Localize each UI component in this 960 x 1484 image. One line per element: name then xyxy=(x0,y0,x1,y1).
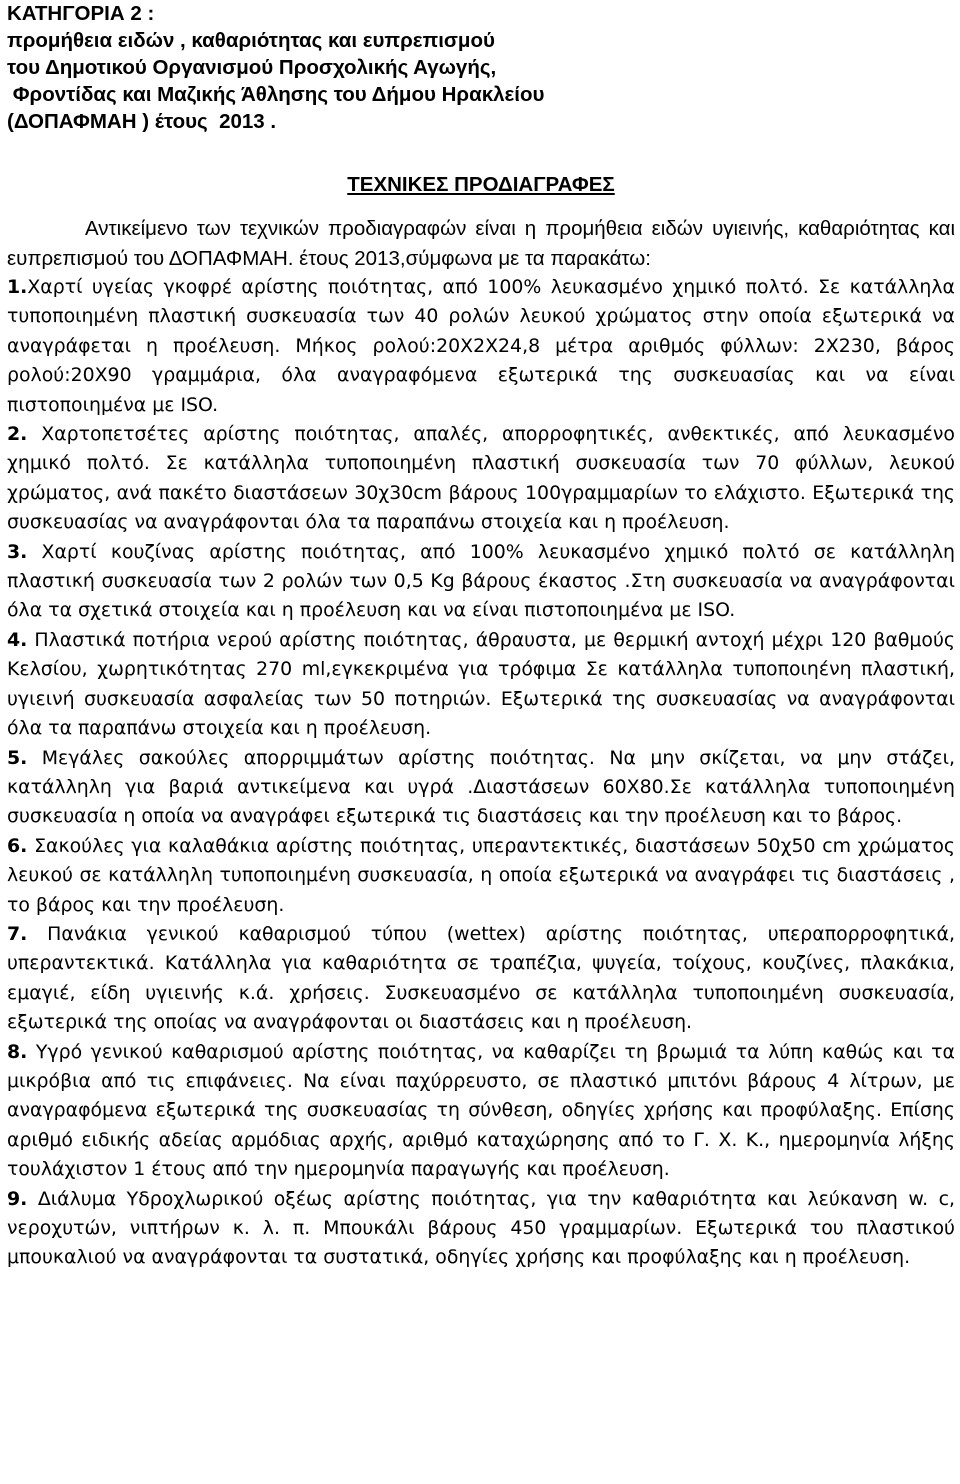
item-number: 9. xyxy=(7,1187,28,1210)
section-title: ΤΕΧΝΙΚΕΣ ΠΡΟΔΙΑΓΡΑΦΕΣ xyxy=(347,173,615,196)
header-line: ΚΑΤΗΓΟΡΙΑ 2 : xyxy=(7,2,155,25)
item-number: 6. xyxy=(7,834,28,857)
list-item xyxy=(7,273,955,420)
item-number: 3. xyxy=(7,540,28,563)
item-text: Μεγάλες σακούλες απορριμμάτων αρίστης ποιότητας. Να μην σκίζεται, να μην στάζει, κατάλληλη για βαριά αντικείμενα και υγρά .Διαστάσεων 60Χ80.Σε κατάλληλα τυποποιημένη συσκευασία η οποία να αναγράφει εξωτερικά τις διαστάσεις και την προέλευση και το βάρος. xyxy=(7,746,955,828)
item-text: Πανάκια γενικού καθαρισμού τύπου (wettex) αρίστης ποιότητας, υπεραπορροφητικά, υπεραντεκτικά. Κατάλληλα για καθαριότητα σε τραπέζια, ψυγεία, τοίχους, κουζίνες, πλακάκια, εμαγιέ, είδη υγιεινής κ.ά. χρήσεις. Συσκευασμένο σε κατάλληλα τυποποιημένη συσκευασία, εξωτερικά της οποίας να αναγράφονται οι διαστάσεις και η προέλευση. xyxy=(7,922,955,1034)
item-number: 5. xyxy=(7,746,28,769)
list-item xyxy=(7,626,955,744)
item-text: Χαρτί υγείας γκοφρέ αρίστης ποιότητας, από 100% λευκασμένο χημικό πολτό. Σε κατάλληλα τυποποιημένη πλαστική συσκευασία των 40 ρολών λευκού χρώματος στην οποία εξωτερικά να αναγράφεται η προέλευση. Μήκος ρολού:20Χ2Χ24,8 μέτρα αριθμός φύλλων: 2Χ230, βάρος ρολού:20Χ90 γραμμάρια, όλα αναγραφόμενα εξωτερικά της συσκευασίας και να είναι πιστοποιημένα με ISO. xyxy=(7,276,955,416)
list-item xyxy=(7,744,955,832)
intro-paragraph: Αντικείμενο των τεχνικών προδιαγραφών είναι η προμήθεια ειδών υγιεινής, καθαριότητας και ευπρεπισμού του ΔΟΠΑΦΜΑΗ. έτους 2013,σύμφωνα με τα παρακάτω: xyxy=(7,217,955,270)
list-item xyxy=(7,920,955,1038)
document-page xyxy=(7,0,955,1273)
item-number: 1. xyxy=(7,276,28,298)
item-text: Διάλυμα Υδροχλωρικού οξέως αρίστης ποιότητας, για την καθαριότητα και λεύκανση w. c, νεροχυτών, νιπτήρων κ. λ. π. Μπουκάλι βάρους 450 γραμμαρίων. Εξωτερικά του πλαστικού μπουκαλιού να αναγράφονται τα συστατικά, οδηγίες χρήσης και προφύλαξης και η προέλευση. xyxy=(7,1187,955,1269)
header-line: προμήθεια ειδών , καθαριότητας και ευπρεπισμού xyxy=(7,29,495,52)
header-line: (ΔΟΠΑΦΜΑΗ ) έτους 2013 . xyxy=(7,110,277,133)
list-item xyxy=(7,832,955,920)
list-item xyxy=(7,538,955,626)
item-text: Χαρτοπετσέτες αρίστης ποιότητας, απαλές, απορροφητικές, ανθεκτικές, από λευκασμένο χημικό πολτό. Σε κατάλληλα τυποποιημένη πλαστική συσκευασία των 70 φύλλων, λευκού χρώματος, ανά πακέτο διαστάσεων 30χ30cm βάρους 100γραμμαρίων το ελάχιστο. Εξωτερικά της συσκευασίας να αναγράφονται όλα τα παραπάνω στοιχεία και η προέλευση. xyxy=(7,423,955,534)
item-number: 2. xyxy=(7,423,28,446)
list-item xyxy=(7,1038,955,1185)
item-number: 4. xyxy=(7,628,28,651)
list-item xyxy=(7,420,955,538)
item-number: 8. xyxy=(7,1040,28,1063)
item-text: Πλαστικά ποτήρια νερού αρίστης ποιότητας, άθραυστα, με θερμική αντοχή μέχρι 120 βαθμούς Κελσίου, χωρητικότητας 270 ml,εγκεκριμένα για τρόφιμα Σε κατάλληλα τυποποιηένη πλαστική, υγιεινή συσκευασία ασφαλείας των 50 ποτηριών. Εξωτερικά της συσκευασίας να αναγράφονται όλα τα παραπάνω στοιχεία και η προέλευση. xyxy=(7,628,955,740)
document-header xyxy=(7,0,955,135)
list-item xyxy=(7,1185,955,1273)
item-text: Χαρτί κουζίνας αρίστης ποιότητας, από 100% λευκασμένο χημικό πολτό σε κατάλληλη πλαστική συσκευασία των 2 ρολών των 0,5 Kg βάρους έκαστος .Στη συσκευασία να αναγράφονται όλα τα σχετικά στοιχεία και η προέλευση και να είναι πιστοποιημένα με ISO. xyxy=(7,540,955,622)
item-text: Σακούλες για καλαθάκια αρίστης ποιότητας, υπεραντεκτικές, διαστάσεων 50χ50 cm χρώματος λευκού σε κατάλληλη τυποποιημένη συσκευασία, η οποία εξωτερικά να αναγράφει τις διαστάσεις , το βάρος και την προέλευση. xyxy=(7,834,955,916)
header-line: του Δημοτικού Οργανισμού Προσχολικής Αγωγής, xyxy=(7,56,497,79)
specification-list xyxy=(7,273,955,1273)
header-line: Φροντίδας και Μαζικής Άθλησης του Δήμου Ηρακλείου xyxy=(7,83,545,106)
item-number: 7. xyxy=(7,922,28,945)
item-text: Υγρό γενικού καθαρισμού αρίστης ποιότητας, να καθαρίζει τη βρωμιά τα λύπη καθώς και τα μικρόβια από τις επιφάνειες. Να είναι παχύρρευστο, σε πλαστικό μπιτόνι βάρους 4 λίτρων, με αναγραφόμενα εξωτερικά της συσκευασίας τη σύνθεση, οδηγίες χρήσης και προφύλαξης. Επίσης αριθμό ειδικής αδείας αρμόδιας αρχής, αριθμό καταχώρησης από το Γ. Χ. Κ., ημερομηνία λήξης τουλάχιστον 1 έτους από την ημερομηνία παραγωγής και προέλευση. xyxy=(7,1040,955,1181)
